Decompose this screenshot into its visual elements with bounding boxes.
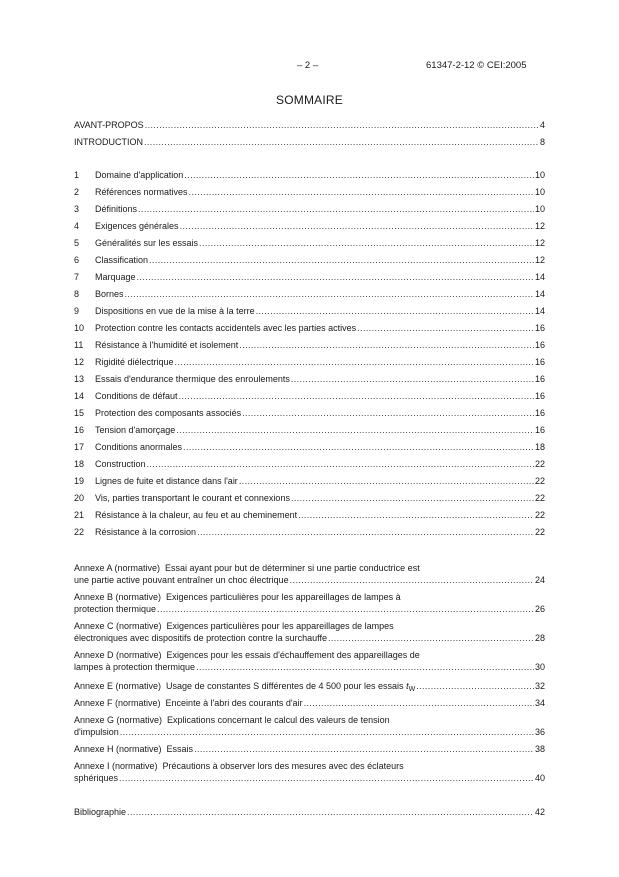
toc-annex-prefix: Annexe F (normative)	[74, 698, 161, 708]
toc-page-number: 22	[534, 510, 545, 520]
toc-entry-clause[interactable]	[74, 526, 545, 539]
toc-page-number: 16	[534, 340, 545, 350]
toc-entry-clause[interactable]	[74, 271, 545, 284]
toc-leader-dots	[357, 322, 534, 335]
toc-leader-dots	[189, 186, 534, 199]
toc-page-number: 16	[534, 374, 545, 384]
toc-clause-number: 8	[74, 289, 80, 299]
toc-page-number: 16	[534, 323, 545, 333]
toc-leader-dots	[180, 220, 534, 233]
toc-entry-clause[interactable]	[74, 356, 545, 369]
toc-annex-title: Exigences particulières pour les appareillages de lampes	[166, 621, 394, 631]
toc-page-number: 18	[534, 442, 545, 452]
toc-label: Lignes de fuite et distance dans l'air	[95, 476, 238, 486]
toc-page-number: 22	[534, 493, 545, 503]
toc-leader-dots	[120, 726, 534, 738]
toc-page-number: 10	[534, 170, 545, 180]
toc-page-number: 42	[534, 807, 545, 817]
toc-page-number: 16	[534, 357, 545, 367]
toc-leader-dots	[416, 680, 534, 693]
toc-leader-dots	[125, 288, 534, 301]
toc-clause-number: 17	[74, 442, 85, 452]
toc-leader-dots	[137, 271, 534, 284]
toc-label: Dispositions en vue de la mise à la terre	[95, 306, 255, 316]
toc-entry-annex-g[interactable]	[74, 714, 545, 738]
toc-label: Protection contre les contacts accidentels avec les parties actives	[95, 323, 357, 333]
toc-entry-clause[interactable]	[74, 169, 545, 182]
toc-label: Bibliographie	[74, 807, 127, 817]
toc-entry-clause[interactable]	[74, 305, 545, 318]
toc-entry-bibliographie[interactable]	[74, 806, 545, 819]
toc-annex-first-line	[74, 562, 545, 574]
toc-leader-dots	[119, 772, 534, 784]
toc-label: Résistance à la corrosion	[95, 527, 197, 537]
symbol-subscript-w: W	[408, 686, 416, 693]
toc-entry-annex-a[interactable]	[74, 562, 545, 586]
toc-entry-clause[interactable]	[74, 237, 545, 250]
toc-page-number: 12	[534, 221, 545, 231]
toc-annex-first-line	[74, 714, 545, 726]
toc-entry-annex-b[interactable]	[74, 591, 545, 615]
toc-clause-number: 19	[74, 476, 85, 486]
toc-leader-dots	[239, 339, 534, 352]
toc-label: Classification	[95, 255, 149, 265]
toc-entry-clause[interactable]	[74, 441, 545, 454]
toc-annex-prefix: Annexe G (normative)	[74, 715, 163, 725]
toc-page-number: 16	[534, 391, 545, 401]
toc-leader-dots	[144, 136, 539, 149]
toc-clause-number: 10	[74, 323, 85, 333]
toc-page-number: 22	[534, 476, 545, 486]
toc-annex-last-line	[74, 632, 545, 644]
toc-entry-clause[interactable]	[74, 458, 545, 471]
toc-clause-number: 11	[74, 340, 84, 350]
toc-clause-number: 18	[74, 459, 85, 469]
toc-leader-dots	[149, 254, 534, 267]
page-title: SOMMAIRE	[276, 93, 343, 107]
toc-entry-clause[interactable]	[74, 288, 545, 301]
toc-page-number: 16	[534, 425, 545, 435]
toc-leader-dots	[291, 492, 534, 505]
toc-leader-dots	[328, 632, 534, 644]
toc-page-number: 22	[534, 459, 545, 469]
toc-clause-number: 1	[74, 170, 80, 180]
toc-leader-dots	[290, 574, 534, 586]
toc-annex-last-line	[74, 726, 545, 738]
toc-clause-number: 7	[74, 272, 80, 282]
toc-clause-number: 13	[74, 374, 85, 384]
toc-annex-title: Essai ayant pour but de déterminer si une partie conductrice est	[165, 563, 420, 573]
toc-label: Essais d'endurance thermique des enroulements	[95, 374, 290, 384]
toc-leader-dots	[239, 475, 534, 488]
toc-clause-number: 5	[74, 238, 80, 248]
toc-entry-avant-propos[interactable]	[74, 119, 545, 132]
toc-label: Bornes	[95, 289, 124, 299]
toc-page-number: 16	[534, 408, 545, 418]
toc-leader-dots	[183, 441, 534, 454]
toc-leader-dots	[184, 169, 534, 182]
page-number: – 2 –	[297, 60, 319, 71]
toc-page-number: 14	[534, 272, 545, 282]
toc-page-number: 34	[534, 698, 545, 708]
toc-page-number: 4	[539, 120, 545, 130]
toc-entry-annex-f[interactable]	[74, 697, 545, 710]
toc-annex-prefix: Annexe I (normative)	[74, 761, 158, 771]
toc-entry-clause[interactable]	[74, 475, 545, 488]
toc-leader-dots	[291, 373, 534, 386]
toc-label: Protection des composants associés	[95, 408, 242, 418]
toc-entry-annex-d[interactable]	[74, 649, 545, 673]
toc-page-number: 26	[534, 604, 545, 614]
toc-label: protection thermique	[74, 604, 157, 614]
toc-label: Généralités sur les essais	[95, 238, 199, 248]
toc-annex-prefix: Annexe H (normative)	[74, 744, 162, 754]
toc-annex-first-line	[74, 591, 545, 603]
toc-clause-number: 16	[74, 425, 85, 435]
toc-entry-clause[interactable]	[74, 322, 545, 335]
toc-label: Domaine d'application	[95, 170, 184, 180]
toc-entry-clause[interactable]	[74, 509, 545, 522]
toc-label: Résistance à la chaleur, au feu et au cheminement	[95, 510, 298, 520]
toc-clause-number: 14	[74, 391, 85, 401]
toc-label	[74, 697, 303, 710]
toc-entry-annex-c[interactable]	[74, 620, 545, 644]
toc-label: lampes à protection thermique	[74, 662, 196, 672]
toc-entry-clause[interactable]	[74, 390, 545, 403]
toc-leader-dots	[298, 509, 534, 522]
toc-label: Définitions	[95, 204, 138, 214]
toc-entry-annex-i[interactable]	[74, 760, 545, 784]
toc-leader-dots	[145, 119, 539, 132]
toc-label: AVANT-PROPOS	[74, 120, 144, 130]
toc-label: Conditions anormales	[95, 442, 183, 452]
toc-leader-dots	[199, 237, 534, 250]
toc-leader-dots	[157, 603, 534, 615]
toc-leader-dots	[256, 305, 534, 318]
toc-page-number: 22	[534, 527, 545, 537]
toc-entry-introduction[interactable]	[74, 136, 545, 149]
toc-clause-number: 4	[74, 221, 80, 231]
toc-annex-prefix: Annexe C (normative)	[74, 621, 162, 631]
toc-clause-number: 9	[74, 306, 80, 316]
toc-annex-last-line	[74, 603, 545, 615]
toc-clause-number: 21	[74, 510, 85, 520]
toc-leader-dots	[147, 458, 534, 471]
toc-label	[74, 680, 415, 693]
toc-page-number: 40	[534, 773, 545, 783]
toc-page-number: 12	[534, 238, 545, 248]
toc-page-number: 14	[534, 306, 545, 316]
toc-leader-dots	[138, 203, 534, 216]
toc-leader-dots	[176, 424, 534, 437]
toc-annex-prefix: Annexe D (normative)	[74, 650, 162, 660]
toc-page-number: 14	[534, 289, 545, 299]
toc-entry-clause[interactable]	[74, 220, 545, 233]
toc-annex-first-line	[74, 760, 545, 772]
toc-leader-dots	[242, 407, 534, 420]
toc-label: Conditions de défaut	[95, 391, 178, 401]
toc-page-number: 24	[534, 575, 545, 585]
toc-page-number: 38	[534, 744, 545, 754]
page-header	[0, 60, 619, 74]
toc-entry-annex-h[interactable]	[74, 743, 545, 756]
symbol-t: t	[406, 681, 409, 691]
toc-clause-number: 3	[74, 204, 80, 214]
toc-clause-number: 12	[74, 357, 85, 367]
toc-annex-last-line	[74, 661, 545, 673]
toc-label: Exigences générales	[95, 221, 179, 231]
toc-leader-dots	[196, 661, 534, 673]
toc-annex-first-line	[74, 620, 545, 632]
toc-leader-dots	[179, 390, 534, 403]
toc-entry-clause[interactable]	[74, 339, 545, 352]
toc-label: électroniques avec dispositifs de protection contre la surchauffe	[74, 633, 327, 643]
toc-label: une partie active pouvant entraîner un choc électrique	[74, 575, 289, 585]
toc-page-number: 10	[534, 204, 545, 214]
toc-entry-clause[interactable]	[74, 424, 545, 437]
toc-entry-clause[interactable]	[74, 407, 545, 420]
toc-annex-prefix: Annexe A (normative)	[74, 563, 161, 573]
toc-label: d'impulsion	[74, 727, 119, 737]
toc-clause-number: 2	[74, 187, 80, 197]
toc-label: Vis, parties transportant le courant et connexions	[95, 493, 290, 503]
toc-label: Construction	[95, 459, 146, 469]
toc-annex-title: Essais	[166, 744, 194, 754]
toc-clause-number: 22	[74, 527, 85, 537]
toc-annex-title: Exigences pour les essais d'échauffement des appareillages de	[166, 650, 420, 660]
toc-entry-annex-e[interactable]	[74, 680, 545, 693]
toc-annex-first-line	[74, 649, 545, 661]
toc-annex-title: Précautions à observer lors des mesures avec des éclateurs	[162, 761, 404, 771]
toc-leader-dots	[194, 743, 534, 756]
toc-leader-dots	[304, 697, 534, 710]
toc-clause-number: 15	[74, 408, 85, 418]
toc-annex-title: Usage de constantes S différentes de 4 500 pour les essais	[166, 681, 404, 691]
toc-label: Résistance à l'humidité et isolement	[95, 340, 239, 350]
toc-label: Références normatives	[95, 187, 188, 197]
toc-label: Rigidité diélectrique	[95, 357, 174, 367]
toc-clause-number: 6	[74, 255, 80, 265]
toc-label: Tension d'amorçage	[95, 425, 176, 435]
toc-page-number: 36	[534, 727, 545, 737]
toc-annex-title: Explications concernant le calcul des valeurs de tension	[167, 715, 390, 725]
toc-entry-clause[interactable]	[74, 254, 545, 267]
toc-entry-clause[interactable]	[74, 492, 545, 505]
toc-annex-prefix: Annexe E (normative)	[74, 681, 162, 691]
toc-page-number: 32	[534, 681, 545, 691]
toc-clause-number: 20	[74, 493, 85, 503]
toc-label	[74, 743, 193, 756]
toc-annex-title: Enceinte à l'abri des courants d'air	[165, 698, 303, 708]
toc-annex-last-line	[74, 574, 545, 586]
toc-entry-clause[interactable]	[74, 373, 545, 386]
toc-annex-prefix: Annexe B (normative)	[74, 592, 162, 602]
toc-leader-dots	[175, 356, 534, 369]
document-reference: 61347-2-12 © CEI:2005	[426, 60, 527, 71]
toc-page-number: 8	[539, 137, 545, 147]
toc-label: INTRODUCTION	[74, 137, 143, 147]
toc-page-number: 28	[534, 633, 545, 643]
toc-leader-dots	[127, 806, 534, 819]
toc-entry-clause[interactable]	[74, 186, 545, 199]
toc-page-number: 12	[534, 255, 545, 265]
toc-label: Marquage	[95, 272, 136, 282]
toc-page-number: 30	[534, 662, 545, 672]
toc-annex-last-line	[74, 772, 545, 784]
toc-entry-clause[interactable]	[74, 203, 545, 216]
toc-page-number: 10	[534, 187, 545, 197]
toc-label: sphériques	[74, 773, 119, 783]
toc-annex-title: Exigences particulières pour les appareillages de lampes à	[166, 592, 401, 602]
toc-leader-dots	[197, 526, 534, 539]
